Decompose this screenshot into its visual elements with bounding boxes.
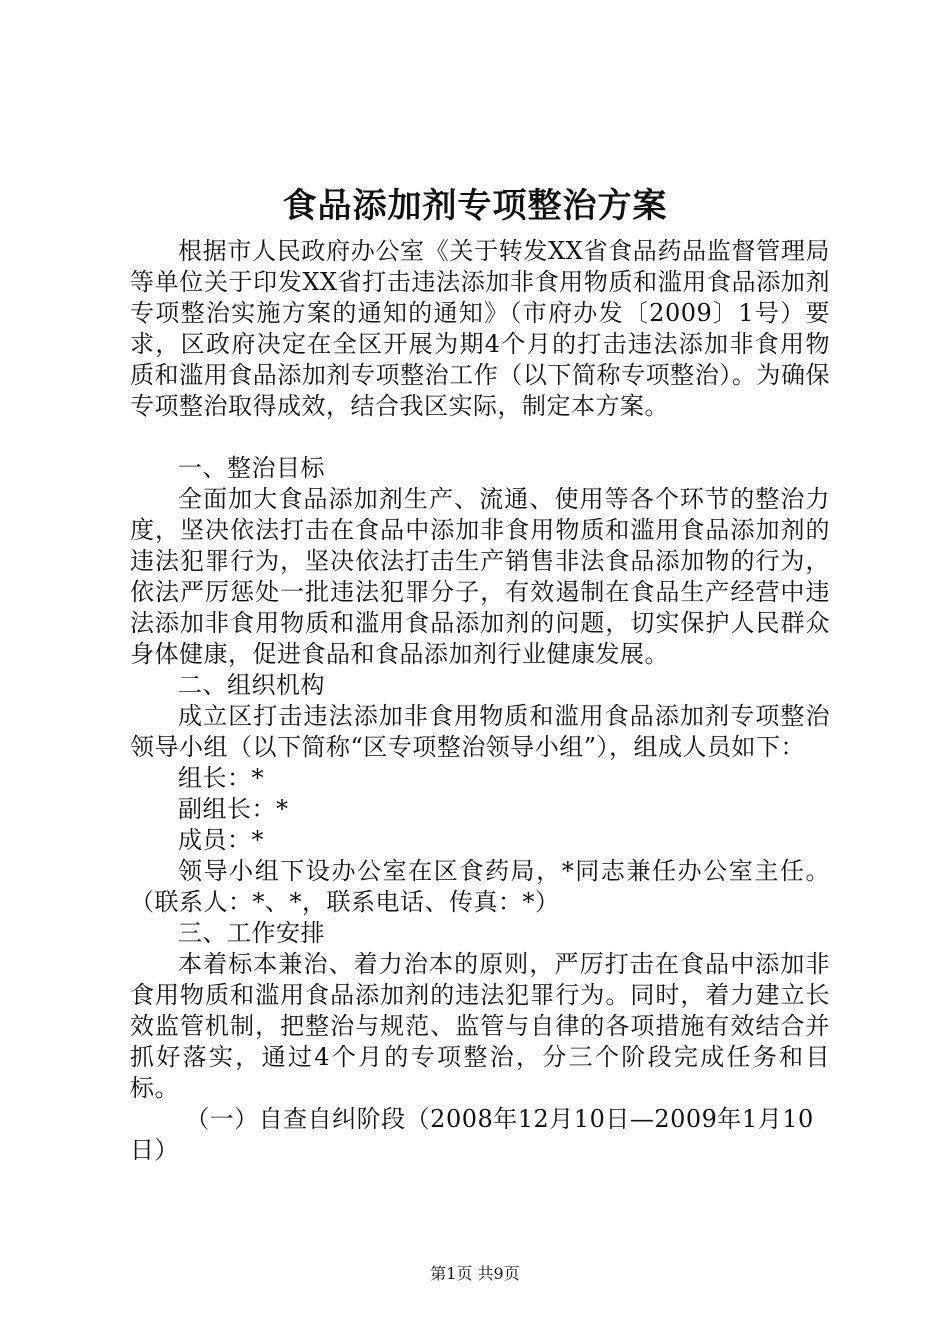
page-footer: 第1页 共9页 <box>430 1264 520 1283</box>
goals-paragraph: 全面加大食品添加剂生产、流通、使用等各个环节的整治力度，坚决依法打击在食品中添加非食用物质和滥用食品添加剂的违法犯罪行为，坚决依法打击生产销售非法食品添加物的行为，依法严厉惩处一批违法犯罪分子，有效遏制在食品生产经营中违法添加非食用物质和滥用食品添加剂的问题，切实保护人民群众身体健康，促进食品和食品添加剂行业健康发展。 <box>130 485 830 668</box>
section-heading-goals: 一、整治目标 <box>178 454 325 482</box>
deputy-leader-line: 副组长：* <box>178 795 289 823</box>
stage-one-heading: （一）自查自纠阶段（2008年12月10日—2009年1月10日） <box>130 1105 814 1164</box>
section-heading-arrangement: 三、工作安排 <box>178 919 325 947</box>
document-body <box>130 236 830 1166</box>
blank-line <box>130 422 830 453</box>
arrangement-paragraph: 本着标本兼治、着力治本的原则，严厉打击在食品中添加非食用物质和滥用食品添加剂的违法犯罪行为。同时，着力建立长效监管机制，把整治与规范、监管与自律的各项措施有效结合并抓好落实，通过4个月的专项整治，分三个阶段完成任务和目标。 <box>130 950 830 1102</box>
organization-paragraph: 成立区打击违法添加非食用物质和滥用食品添加剂专项整治领导小组（以下简称“区专项整治领导小组”），组成人员如下： <box>130 702 830 761</box>
intro-paragraph: 根据市人民政府办公室《关于转发XX省食品药品监督管理局等单位关于印发XX省打击违法添加非食用物质和滥用食品添加剂专项整治实施方案的通知的通知》（市府办发〔2009〕1号）要求，区政府决定在全区开展为期4个月的打击违法添加非食用物质和滥用食品添加剂专项整治工作（以下简称专项整治）。为确保专项整治取得成效，结合我区实际，制定本方案。 <box>130 237 830 420</box>
members-line: 成员：* <box>178 826 264 854</box>
office-paragraph: 领导小组下设办公室在区食药局，*同志兼任办公室主任。（联系人：*、*，联系电话、传真：*） <box>130 857 830 916</box>
leader-line: 组长：* <box>178 764 264 792</box>
section-heading-organization: 二、组织机构 <box>178 671 325 699</box>
document-title: 食品添加剂专项整治方案 <box>282 186 668 226</box>
